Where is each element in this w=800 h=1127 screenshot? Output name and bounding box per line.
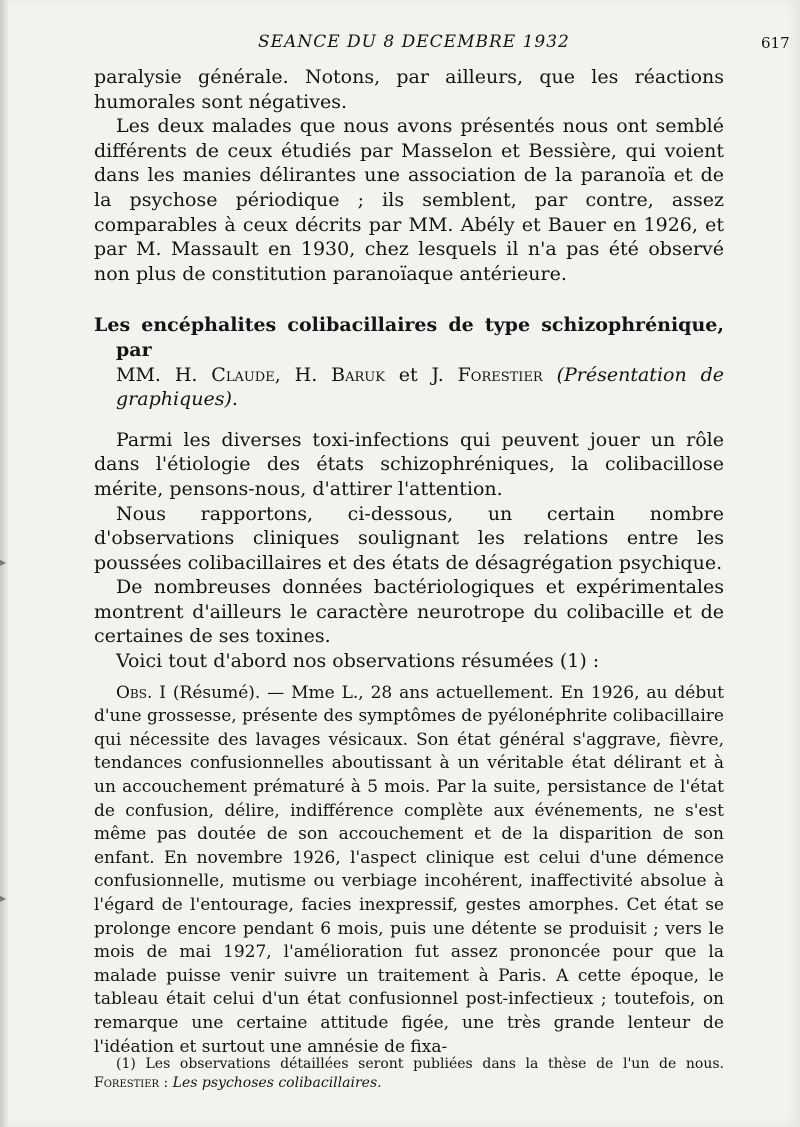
observation-label-rest: I (Résumé). — — [152, 682, 292, 703]
page-header — [0, 32, 800, 56]
main-text — [94, 65, 724, 1059]
author-claude: Claude — [211, 363, 275, 386]
observation-label: Obs. — [116, 682, 153, 703]
paragraph: Voici tout d'abord nos observations résumées (1) : — [116, 650, 600, 673]
binding-marker-icon: ▸ — [0, 891, 7, 905]
author-baruk: Baruk — [331, 363, 385, 386]
paragraph: De nombreuses données bactériologiques et expérimentales montrent d'ailleurs le caractère neurotrope du colibacille et de certaines de ses toxines. — [94, 576, 724, 648]
article-title — [94, 313, 724, 411]
footnote-colon: : — [159, 1075, 173, 1091]
authors-prefix: MM. H. — [116, 363, 212, 386]
running-head: SEANCE DU 8 DECEMBRE 1932 — [258, 32, 570, 52]
binding-marker-icon: ▸ — [0, 555, 7, 569]
footnote-author: Forestier — [94, 1075, 160, 1091]
observation — [94, 682, 724, 1060]
presentation-note: (Présentation de graphiques). — [116, 363, 724, 411]
author-sep: , H. — [274, 363, 332, 386]
footnote — [94, 1055, 724, 1093]
observation-text: Mme L., 28 ans actuellement. En 1926, au début d'une grossesse, présente des symptômes de pyélonéphrite colibacillaire qui nécessite des lavages vésicaux. Son état général s'aggrave, fièvre, tendances confusionnelles aboutissant à un véritable état délirant et à un accouchement prématuré à 5 mois. Par la suite, persistance de l'état de confusion, délire, indifférence complète aux événements, ne s'est même pas doutée de son accouchement et de la disparition de son enfant. En novembre 1926, l'aspect clinique est celui d'une démence confusionnelle, mutisme ou verbiage incohérent, inaffectivité absolue à l'égard de l'entourage, facies inexpressif, gestes amorphes. Cet état se prolonge encore pendant 6 mois, puis une détente se produisit ; vers le mois de mai 1927, l'amélioration fut assez prononcée pour que la malade puisse venir suivre un traitement à Paris. A cette époque, le tableau était celui d'un état confusionnel post-infectieux ; toutefois, on remarque une certaine attitude figée, une très grande lenteur de l'idéation et surtout une amnésie de fixa- — [94, 682, 724, 1057]
paragraph: Les deux malades que nous avons présentés nous ont semblé différents de ceux étudiés par Masselon et Bessière, qui voient dans les manies délirantes une association de la paranoïa et de la psychose périodique ; ils semblent, par contre, assez comparables à ceux décrits par MM. Abély et Bauer en 1926, et par M. Massault en 1930, chez lesquels il n'a pas été observé non plus de constitution paranoïaque antérieure. — [94, 115, 724, 285]
paragraph: Parmi les diverses toxi-infections qui peuvent jouer un rôle dans l'étiologie des états schizophréniques, la colibacillose mérite, pensons-nous, d'attirer l'attention. — [94, 428, 724, 500]
footnote-text: (1) Les observations détaillées seront publiées dans la thèse de l'un de nous. — [116, 1056, 724, 1072]
article-title-text: Les encéphalites colibacillaires de type schizophrénique, par — [94, 314, 724, 361]
page-number: 617 — [761, 34, 790, 52]
paragraph: Nous rapportons, ci-dessous, un certain nombre d'observations cliniques soulignant les relations entre les poussées colibacillaires et des états de désagrégation psychique. — [94, 502, 724, 574]
author-sep: et J. — [384, 363, 458, 386]
author-forestier: Forestier — [457, 363, 543, 386]
footnote-title: Les psychoses colibacillaires. — [172, 1075, 382, 1091]
paragraph: paralysie générale. Notons, par ailleurs, que les réactions humorales sont négatives. — [94, 66, 724, 113]
